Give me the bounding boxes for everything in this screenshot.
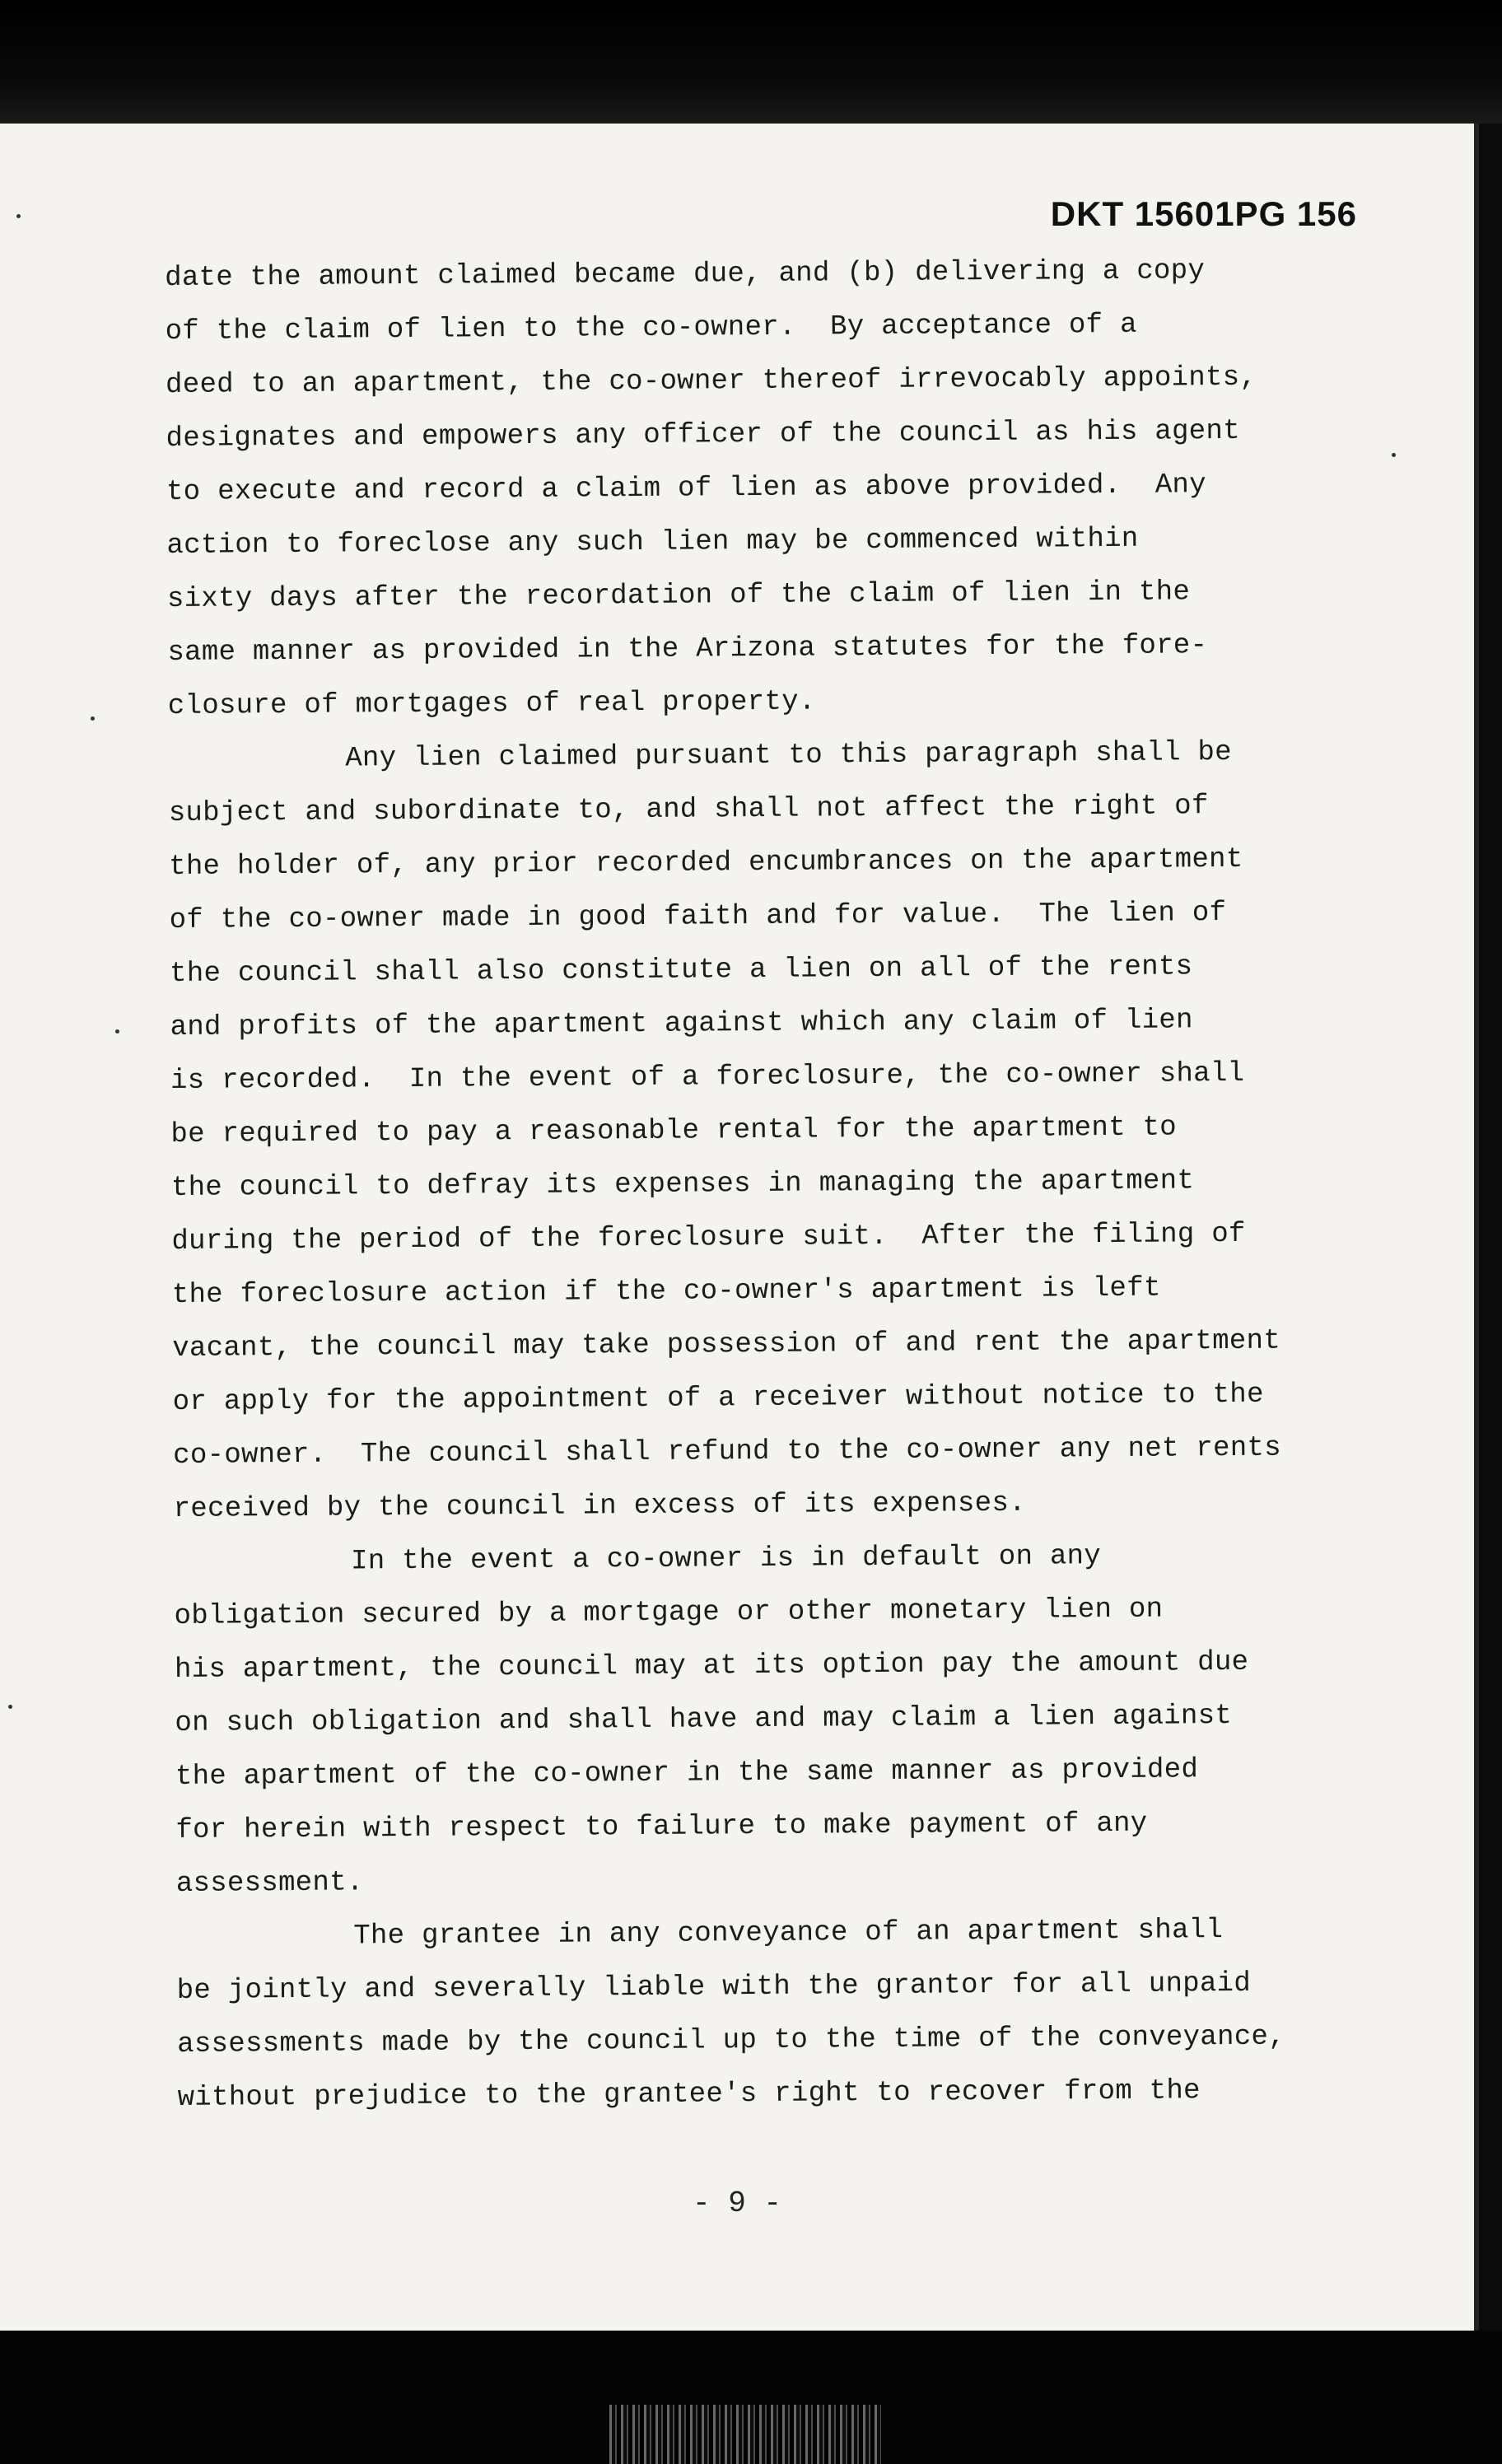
text-line: on such obligation and shall have and may claim a lien against — [175, 1700, 1233, 1739]
text-line: subject and subordinate to, and shall not affect the right of — [168, 791, 1209, 829]
text-line: during the period of the foreclosure suit. After the filing of — [171, 1218, 1246, 1258]
text-line: for herein with respect to failure to make payment of any — [175, 1808, 1148, 1846]
text-line: without prejudice to the grantee's right to recover from the — [177, 2075, 1201, 2114]
document-body — [165, 244, 1355, 2126]
scan-top-border — [0, 0, 1502, 124]
text-line: or apply for the appointment of a receiver without notice to the — [172, 1379, 1264, 1418]
paragraph-start-line: The grantee in any conveyance of an apartment shall — [353, 1915, 1224, 1953]
scan-artifact — [609, 2405, 881, 2464]
text-line: of the co-owner made in good faith and for value. The lien of — [169, 898, 1227, 936]
scan-speck — [115, 1029, 119, 1034]
text-line: the apartment of the co-owner in the same manner as provided — [175, 1754, 1199, 1793]
text-line: to execute and record a claim of lien as above provided. Any — [166, 469, 1207, 508]
text-line: the council shall also constitute a lien on all of the rents — [169, 951, 1193, 990]
scan-speck — [8, 1705, 12, 1709]
text-line: be required to pay a reasonable rental for the apartment to — [170, 1112, 1178, 1150]
text-line: be jointly and severally liable with the grantor for all unpaid — [176, 1967, 1252, 2007]
text-line: closure of mortgages of real property. — [167, 686, 816, 722]
paragraph-start-line: In the event a co-owner is in default on any — [350, 1541, 1102, 1578]
text-line: assessments made by the council up to the time of the conveyance, — [177, 2021, 1286, 2060]
paragraph-start-line: Any lien claimed pursuant to this paragraph shall be — [345, 736, 1232, 775]
text-line: sixty days after the recordation of the claim of lien in the — [166, 576, 1191, 615]
text-line: same manner as provided in the Arizona statutes for the fore- — [167, 630, 1208, 669]
page-number: - 9 - — [692, 2186, 782, 2220]
text-line: deed to an apartment, the co-owner thereof irrevocably appoints, — [165, 362, 1257, 401]
text-line: the foreclosure action if the co-owner's apartment is left — [171, 1272, 1161, 1311]
text-line: the holder of, any prior recorded encumbrances on the apartment — [169, 843, 1243, 883]
text-line: his apartment, the council may at its option pay the amount due — [174, 1646, 1249, 1686]
scan-speck — [1392, 453, 1396, 457]
text-line: obligation secured by a mortgage or other monetary lien on — [174, 1594, 1164, 1632]
text-line: and profits of the apartment against which any claim of lien — [170, 1005, 1193, 1043]
scan-speck — [91, 716, 95, 721]
document-reference-number: DKT 15601PG 156 — [1050, 194, 1357, 233]
text-line: vacant, the council may take possession of and rent the apartment — [172, 1325, 1281, 1365]
scan-speck — [16, 214, 21, 218]
text-line: date the amount claimed became due, and (b) delivering a copy — [165, 255, 1206, 294]
text-line: of the claim of lien to the co-owner. By acceptance of a — [165, 309, 1137, 348]
text-line: received by the council in excess of its expenses. — [173, 1487, 1026, 1525]
text-line: assessment. — [175, 1867, 364, 1900]
text-line: co-owner. The council shall refund to the co-owner any net rents — [173, 1432, 1282, 1472]
text-line: designates and empowers any officer of the council as his agent — [166, 415, 1240, 455]
text-line: is recorded. In the event of a foreclosure, the co-owner shall — [170, 1057, 1245, 1097]
text-line: the council to defray its expenses in managing the apartment — [170, 1165, 1195, 1204]
text-line: action to foreclose any such lien may be commenced within — [166, 523, 1139, 562]
